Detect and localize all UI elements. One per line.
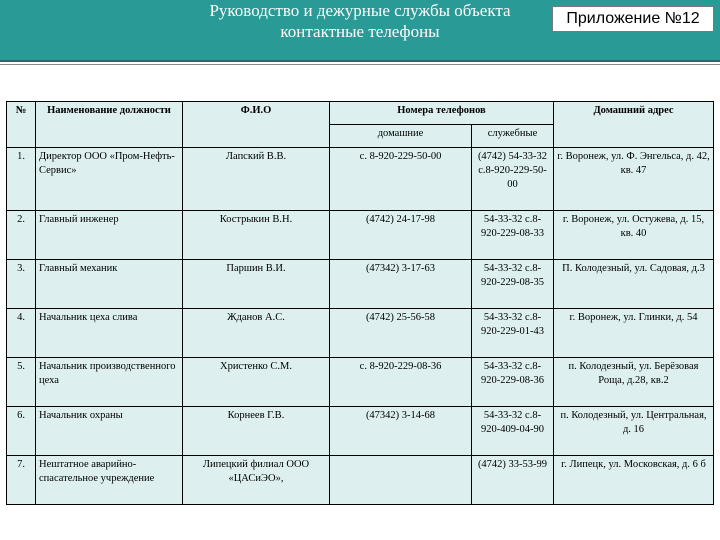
cell-num: 3. [7, 260, 36, 309]
table-row [7, 211, 714, 260]
cell-work-phone: 54-33-32 с.8-920-229-01-43 [472, 309, 554, 358]
cell-fio: Жданов А.С. [183, 309, 330, 358]
appendix-label: Приложение №12 [552, 6, 714, 32]
cell-address: п. Колодезный, ул. Берёзовая Роща, д.28, кв.2 [554, 358, 714, 407]
table-row [7, 358, 714, 407]
cell-home-phone: (47342) 3-17-63 [330, 260, 472, 309]
cell-position: Директор ООО «Пром-Нефть-Сервис» [36, 148, 183, 211]
cell-fio: Липецкий филиал ООО «ЦАСиЭО», [183, 456, 330, 505]
header-work-phone: служебные [472, 125, 554, 148]
cell-home-phone [330, 456, 472, 505]
cell-num: 1. [7, 148, 36, 211]
cell-position: Начальник охраны [36, 407, 183, 456]
cell-address: г. Воронеж, ул. Ф. Энгельса, д. 42, кв. 47 [554, 148, 714, 211]
header-banner [0, 0, 720, 62]
cell-home-phone: (4742) 25-56-58 [330, 309, 472, 358]
cell-position: Начальник производственного цеха [36, 358, 183, 407]
cell-work-phone: 54-33-32 с.8-920-229-08-36 [472, 358, 554, 407]
table-row [7, 456, 714, 505]
cell-home-phone: с. 8-920-229-50-00 [330, 148, 472, 211]
page-title [120, 0, 600, 42]
table-header-row [7, 102, 714, 125]
contacts-table [6, 101, 714, 505]
header-address: Домашний адрес [554, 102, 714, 148]
cell-work-phone: 54-33-32 с.8-920-229-08-33 [472, 211, 554, 260]
page-title-line-1: Руководство и дежурные службы объекта [209, 1, 511, 20]
header-phones: Номера телефонов [330, 102, 554, 125]
cell-work-phone: (4742) 33-53-99 [472, 456, 554, 505]
cell-work-phone: 54-33-32 с.8-920-229-08-35 [472, 260, 554, 309]
cell-num: 6. [7, 407, 36, 456]
table-row [7, 148, 714, 211]
table-row [7, 309, 714, 358]
cell-position: Главный механик [36, 260, 183, 309]
header-fio: Ф.И.О [183, 102, 330, 148]
cell-address: г. Липецк, ул. Московская, д. 6 б [554, 456, 714, 505]
cell-home-phone: (4742) 24-17-98 [330, 211, 472, 260]
separator-line [0, 64, 720, 65]
cell-home-phone: с. 8-920-229-08-36 [330, 358, 472, 407]
cell-num: 4. [7, 309, 36, 358]
cell-work-phone: (4742) 54-33-32 с.8-920-229-50-00 [472, 148, 554, 211]
cell-num: 2. [7, 211, 36, 260]
cell-address: п. Колодезный, ул. Центральная, д. 16 [554, 407, 714, 456]
cell-address: П. Колодезный, ул. Садовая, д.3 [554, 260, 714, 309]
cell-address: г. Воронеж, ул. Глинки, д. 54 [554, 309, 714, 358]
cell-position: Начальник цеха слива [36, 309, 183, 358]
cell-position: Нештатное аварийно-спасательное учреждение [36, 456, 183, 505]
cell-num: 7. [7, 456, 36, 505]
cell-home-phone: (47342) 3-14-68 [330, 407, 472, 456]
cell-fio: Паршин В.И. [183, 260, 330, 309]
header-position: Наименование должности [36, 102, 183, 148]
cell-address: г. Воронеж, ул. Остужева, д. 15, кв. 40 [554, 211, 714, 260]
cell-fio: Кострыкин В.Н. [183, 211, 330, 260]
cell-num: 5. [7, 358, 36, 407]
cell-work-phone: 54-33-32 с.8-920-409-04-90 [472, 407, 554, 456]
cell-fio: Лапский В.В. [183, 148, 330, 211]
cell-fio: Корнеев Г.В. [183, 407, 330, 456]
table-row [7, 260, 714, 309]
header-num: № [7, 102, 36, 148]
table-row [7, 407, 714, 456]
header-home-phone: домашние [330, 125, 472, 148]
cell-fio: Христенко С.М. [183, 358, 330, 407]
cell-position: Главный инженер [36, 211, 183, 260]
page-title-line-2: контактные телефоны [280, 22, 440, 41]
